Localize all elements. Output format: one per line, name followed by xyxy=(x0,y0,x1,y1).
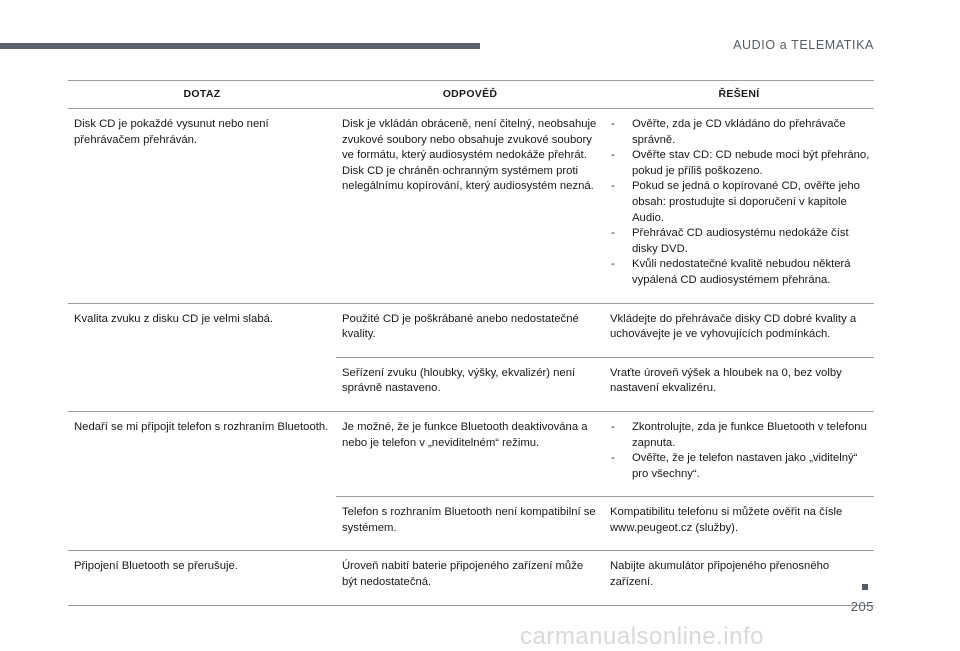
section-title: AUDIO a TELEMATIKA xyxy=(733,38,874,52)
table-row xyxy=(68,303,874,357)
answer-text-extra: Disk CD je chráněn ochranným systémem proti nelegálnímu kopírování, který audiosystém nezná. xyxy=(342,164,594,193)
list-item: - Kvůli nedostatečné kvalitě nebudou některá vypálená CD audiosystémem přehrána. xyxy=(610,257,872,288)
table-row xyxy=(68,411,874,496)
column-header-solution: ŘEŠENÍ xyxy=(604,81,874,109)
page-number: 205 xyxy=(850,599,874,614)
question-cell: Disk CD je pokaždé vysunut nebo není přehrávačem přehráván. xyxy=(68,109,336,304)
solution-cell: Nabijte akumulátor připojeného přenosného zařízení. xyxy=(604,551,874,605)
question-cell: Připojení Bluetooth se přerušuje. xyxy=(68,551,336,605)
list-item: - Pokud se jedná o kopírované CD, ověřte jeho obsah: prostudujte si doporučení v kapitole Audio. xyxy=(610,179,872,226)
column-header-question: DOTAZ xyxy=(68,81,336,109)
question-cell: Kvalita zvuku z disku CD je velmi slabá. xyxy=(68,303,336,411)
table-header-row xyxy=(68,81,874,109)
header-bar xyxy=(0,43,480,49)
watermark-text: carmanualsonline.info xyxy=(520,623,764,650)
answer-cell: Je možné, že je funkce Bluetooth deaktivována a nebo je telefon v „neviditelném“ režimu. xyxy=(336,411,604,496)
list-item: - Přehrávač CD audiosystému nedokáže číst disky DVD. xyxy=(610,226,872,257)
solution-list xyxy=(610,117,872,289)
page-marker-square xyxy=(862,584,868,590)
faq-table xyxy=(68,80,874,606)
table-row xyxy=(68,109,874,304)
list-item: - Ověřte, že je telefon nastaven jako „viditelný“ pro všechny“. xyxy=(610,451,872,482)
solution-cell: Vkládejte do přehrávače disky CD dobré kvality a uchovávejte je ve vyhovujících podmínkách. xyxy=(604,303,874,357)
table-row xyxy=(68,551,874,605)
solution-cell: Vraťte úroveň výšek a hloubek na 0, bez volby nastavení ekvalizéru. xyxy=(604,357,874,411)
column-header-answer: ODPOVĚĎ xyxy=(336,81,604,109)
list-item: - Zkontrolujte, zda je funkce Bluetooth v telefonu zapnuta. xyxy=(610,420,872,451)
answer-cell xyxy=(336,109,604,304)
answer-cell: Telefon s rozhraním Bluetooth není kompatibilní se systémem. xyxy=(336,497,604,551)
solution-cell xyxy=(604,109,874,304)
solution-cell: Kompatibilitu telefonu si můžete ověřit na čísle www.peugeot.cz (služby). xyxy=(604,497,874,551)
list-item: - Ověřte, zda je CD vkládáno do přehrávače správně. xyxy=(610,117,872,148)
solution-cell xyxy=(604,411,874,496)
list-item: - Ověřte stav CD: CD nebude moci být přehráno, pokud je příliš poškozeno. xyxy=(610,148,872,179)
question-cell: Nedaří se mi připojit telefon s rozhraním Bluetooth. xyxy=(68,411,336,551)
answer-text: Disk je vkládán obráceně, není čitelný, neobsahuje zvukové soubory nebo obsahuje zvukové soubory ve formátu, který audiosystém nedokáže přehrát. xyxy=(342,118,597,162)
solution-list xyxy=(610,420,872,482)
answer-cell: Úroveň nabití baterie připojeného zařízení může být nedostatečná. xyxy=(336,551,604,605)
answer-cell: Použité CD je poškrábané anebo nedostatečné kvality. xyxy=(336,303,604,357)
answer-cell: Seřízení zvuku (hloubky, výšky, ekvalizér) není správně nastaveno. xyxy=(336,357,604,411)
